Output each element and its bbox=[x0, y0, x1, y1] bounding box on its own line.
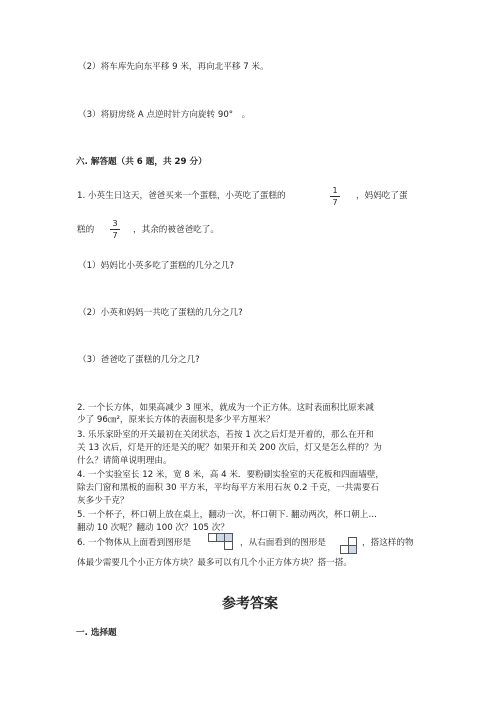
q3-line2: 关 13 次后，灯是开的还是关的呢？如果开和关 200 次后，灯又是怎么样的？为 bbox=[77, 443, 382, 453]
answer-title: 参考答案 bbox=[222, 596, 278, 612]
q4-line3: 灰多少千克？ bbox=[77, 496, 129, 506]
q1-sub2: （2）小英和妈妈一共吃了蛋糕的几分之几? bbox=[78, 308, 243, 318]
q1-line1-a: 1. 小英生日这天，爸爸买来一个蛋糕，小英吃了蛋糕的 bbox=[77, 191, 286, 201]
q1-line1-b: ，妈妈吃了蛋 bbox=[356, 191, 408, 201]
q6-line2: 体最少需要几个小正方体方块？最多可以有几个小正方体方块？搭一搭。 bbox=[77, 558, 353, 568]
q4-line1: 4. 一个实验室长 12 米，宽 8 米，高 4 米．要粉刷实验室的天花板和四面墙壁， bbox=[77, 470, 385, 480]
fraction-2-denominator: 7 bbox=[112, 231, 118, 240]
answer-section-1: 一. 选择题 bbox=[76, 628, 117, 638]
q5-line1: 5. 一个杯子，杯口朝上放在桌上，翻动一次，杯口朝下. 翻动两次，杯口朝上… bbox=[77, 510, 377, 520]
q1-sub1: （1）妈妈比小英多吃了蛋糕的几分之几? bbox=[78, 261, 235, 271]
q6-line1-a: 6. 一个物体从上面看到图形是 bbox=[77, 538, 192, 548]
q1-line2-a: 糕的 bbox=[77, 225, 95, 235]
q1-sub3: （3）爸爸吃了蛋糕的几分之几? bbox=[78, 355, 200, 365]
q4-line2: 除去门窗和黑板的面积 30 平方米，平均每平方米用石灰 0.2 千克，一共需要石 bbox=[77, 483, 379, 493]
q5-line2: 翻动 10 次呢？翻动 100 次？105 次？ bbox=[77, 523, 229, 533]
q1-line2-b: ，其余的被爸爸吃了。 bbox=[133, 225, 219, 235]
fraction-1-numerator: 1 bbox=[332, 186, 338, 195]
q6-line1-c: ，搭这样的物 bbox=[362, 538, 414, 548]
q2-line1: 2. 一个长方体，如果高减少 3 厘米，就成为一个正方体。这时表面积比原来减 bbox=[77, 403, 374, 413]
q2-line2: 少了 96㎝²，原来长方体的表面积是多少平方厘米？ bbox=[77, 415, 275, 425]
item-3: （3）将厨房绕 A 点逆时针方向旋转 90° 。 bbox=[78, 110, 251, 120]
fraction-1-denominator: 7 bbox=[332, 198, 338, 207]
item-2: （2）将车库先向东平移 9 米，再向北平移 7 米。 bbox=[78, 62, 269, 72]
fraction-3-7 bbox=[110, 219, 120, 240]
q3-line3: 什么？请简单说明理由。 bbox=[77, 456, 172, 466]
q6-line1-b: ，从右面看到的图形是 bbox=[240, 538, 326, 548]
right-view-figure bbox=[340, 537, 358, 555]
q3-line1: 3. 乐乐家卧室的开关最初在关闭状态，若按 1 次之后灯是开着的，那么在开和 bbox=[77, 430, 374, 440]
top-view-figure bbox=[208, 533, 234, 551]
fraction-2-numerator: 3 bbox=[112, 219, 118, 228]
section-6-title: 六. 解答题（共 6 题，共 29 分） bbox=[76, 157, 207, 167]
fraction-1-7 bbox=[330, 186, 340, 207]
